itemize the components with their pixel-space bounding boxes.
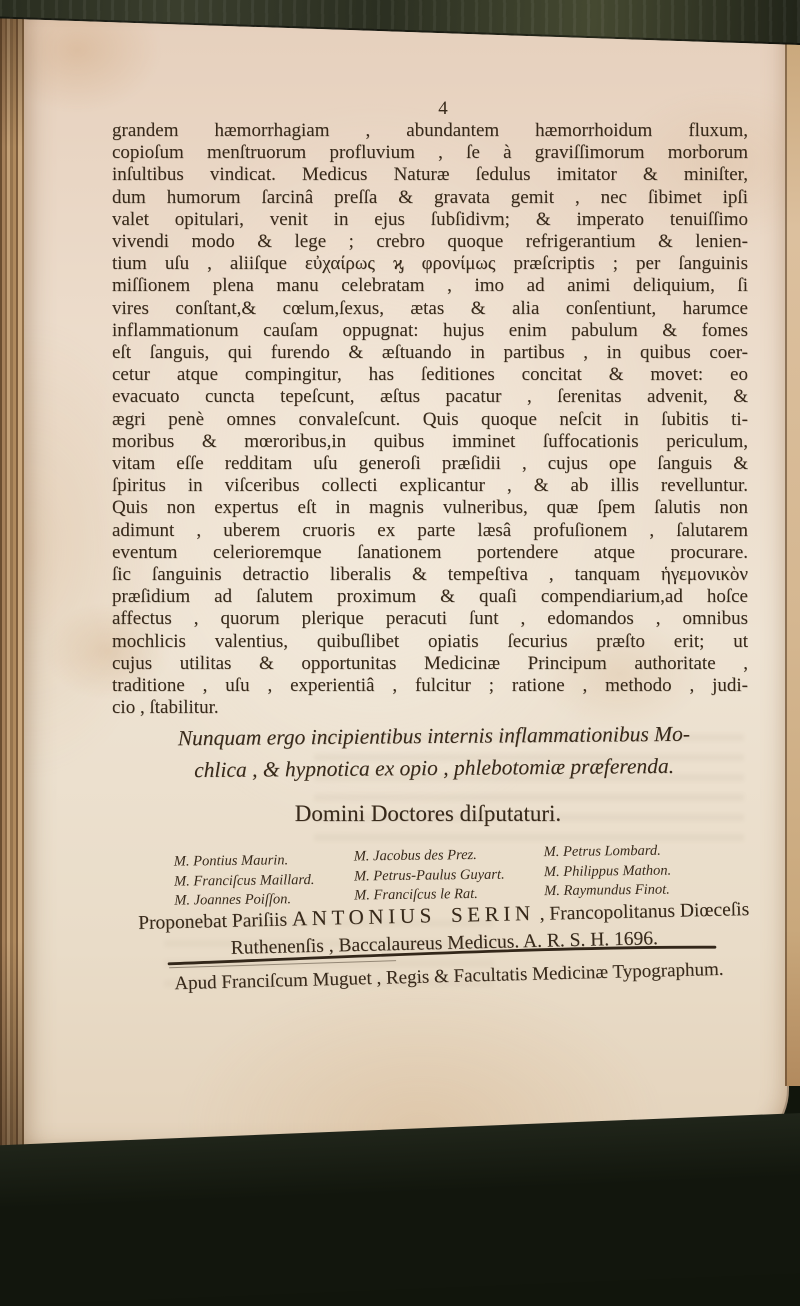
- page-number: 4: [438, 98, 448, 119]
- text-line: eventum celerioremque ſanationem portendere atque procurare.: [112, 541, 748, 563]
- thesis-heading: [124, 717, 745, 786]
- text-line: præſidium ad ſalutem proximum & quaſi compendiarium,ad hoſce: [112, 586, 748, 608]
- proponent-line-2: Ruthenenſis , Baccalaureus Medicus. A. R. S. H. 1696.: [230, 928, 659, 959]
- text-line: vitam eſſe redditam uſu generoſi præſidii , cujus ope ſanguis &: [112, 453, 748, 475]
- text-line: adimunt , uberem cruoris ex parte læsâ profuſionem , ſalutarem: [112, 519, 748, 541]
- doctors-column-3: [544, 841, 735, 902]
- text-line: M. Philippus Mathon.: [543, 862, 672, 880]
- text-line: vivendi modo & lege ; crebro quoque refrigerantium & lenien-: [112, 231, 748, 253]
- text-line: valet opitulari, venit in ejus ſubſidivm; & imperato tenuiſſimo: [112, 208, 748, 230]
- text-line: ſpiritus in viſceribus collecti explicantur , & ab illis revelluntur.: [112, 475, 748, 497]
- doctors-column-2: [354, 845, 545, 906]
- imprint-line: Apud Franciſcum Muguet , Regis & Facultatis Medicinæ Typographum.: [174, 958, 724, 995]
- text-line: cujus utilitas & opportunitas Medicinæ Principum authoritate ,: [112, 652, 748, 674]
- text-line: miſſionem plena manu celebratam , imo ad animi deliquium, ſi: [112, 275, 748, 297]
- text-line: M. Franciſcus Maillard.: [173, 871, 315, 890]
- right-page-edge: [785, 40, 800, 1086]
- text-line: affectus , quorum plerique peracuti ſunt , edomandos , omnibus: [112, 608, 748, 630]
- book-page: [24, 16, 789, 1153]
- text-line: cetur atque compingitur, has ſeditiones concitat & movet: eo: [112, 364, 748, 386]
- text-line: dum humorum ſarcinâ preſſa & gravata gemit , nec ſibimet ipſi: [112, 186, 748, 208]
- text-line: M. Petrus-Paulus Guyart.: [353, 866, 505, 884]
- text-line: mochlicis valentius, quibuſlibet opiatis ſecurius præſto erit; ut: [112, 630, 748, 652]
- main-text-block: [112, 120, 748, 719]
- text-line: M. Pontius Maurin.: [173, 852, 289, 870]
- text-line: inſultibus vindicat. Medicus Naturæ ſedulus imitator & miniſter,: [112, 164, 748, 186]
- text-line: evacuato cuncta tepeſcunt, æſtus pacatur , ſerenitas advenit, &: [112, 386, 748, 408]
- text-line: ægri penè omnes convaleſcunt. Quis quoque neſcit in ſubitis ti-: [112, 408, 748, 430]
- proponent-prefix: Proponebat Pariſiis: [137, 909, 293, 934]
- text-line: copioſum menſtruorum profluvium , ſe à graviſſimorum morborum: [112, 142, 748, 164]
- text-line: eſt ſanguis, qui furendo & æſtuando in partibus , in quibus coer-: [112, 342, 748, 364]
- proponent-suffix: , Francopolitanus Diœceſis: [534, 899, 750, 925]
- text-line: ſic ſanguinis detractio liberalis & tempeſtiva , tanquam ἡγεμονικὸν: [112, 564, 748, 586]
- text-line: M. Franciſcus le Rat.: [354, 885, 478, 904]
- thesis-line-2: chlica , & hypnotica ex opio , phlebotomiæ præferenda.: [194, 753, 675, 783]
- doctors-heading: Domini Doctores diſputaturi.: [294, 801, 562, 826]
- proponent-name: ANTONIUS SERIN: [291, 900, 535, 931]
- text-line: M. Petrus Lombard.: [543, 842, 661, 861]
- text-line: Quis non expertus eſt in magnis vulneribus, quæ ſpem ſalutis non: [112, 497, 748, 519]
- doctors-column-1: [174, 850, 355, 911]
- text-line: vires conſtant,& cœlum,ſexus, ætas & alia conſentiunt, harumce: [112, 297, 748, 319]
- text-line: M. Raymundus Finot.: [544, 881, 670, 900]
- text-line: tium uſu , aliiſque εὐχαίρως ϗ φρονίμως præſcriptis ; per ſanguinis: [112, 253, 748, 275]
- text-line: traditione , uſu , experientiâ , fulcitur ; ratione , methodo , judi-: [112, 675, 748, 697]
- text-line: grandem hæmorrhagiam , abundantem hæmorrhoidum fluxum,: [112, 120, 748, 141]
- text-line: moribus & mœroribus,in quibus imminet ſuffocationis periculum,: [112, 430, 748, 452]
- dark-backdrop-bottom: [0, 1111, 800, 1306]
- thesis-line-1: Nunquam ergo incipientibus internis inflammationibus Mo-: [177, 721, 691, 751]
- text-line: inflammationum cauſam oppugnat: hujus enim pabulum & fomes: [112, 319, 748, 341]
- left-page-edges: [0, 8, 27, 1174]
- text-line: M. Jacobus des Prez.: [353, 846, 477, 865]
- text-line: M. Joannes Poiſſon.: [174, 891, 292, 909]
- text-line: cio , ſtabilitur.: [112, 697, 219, 719]
